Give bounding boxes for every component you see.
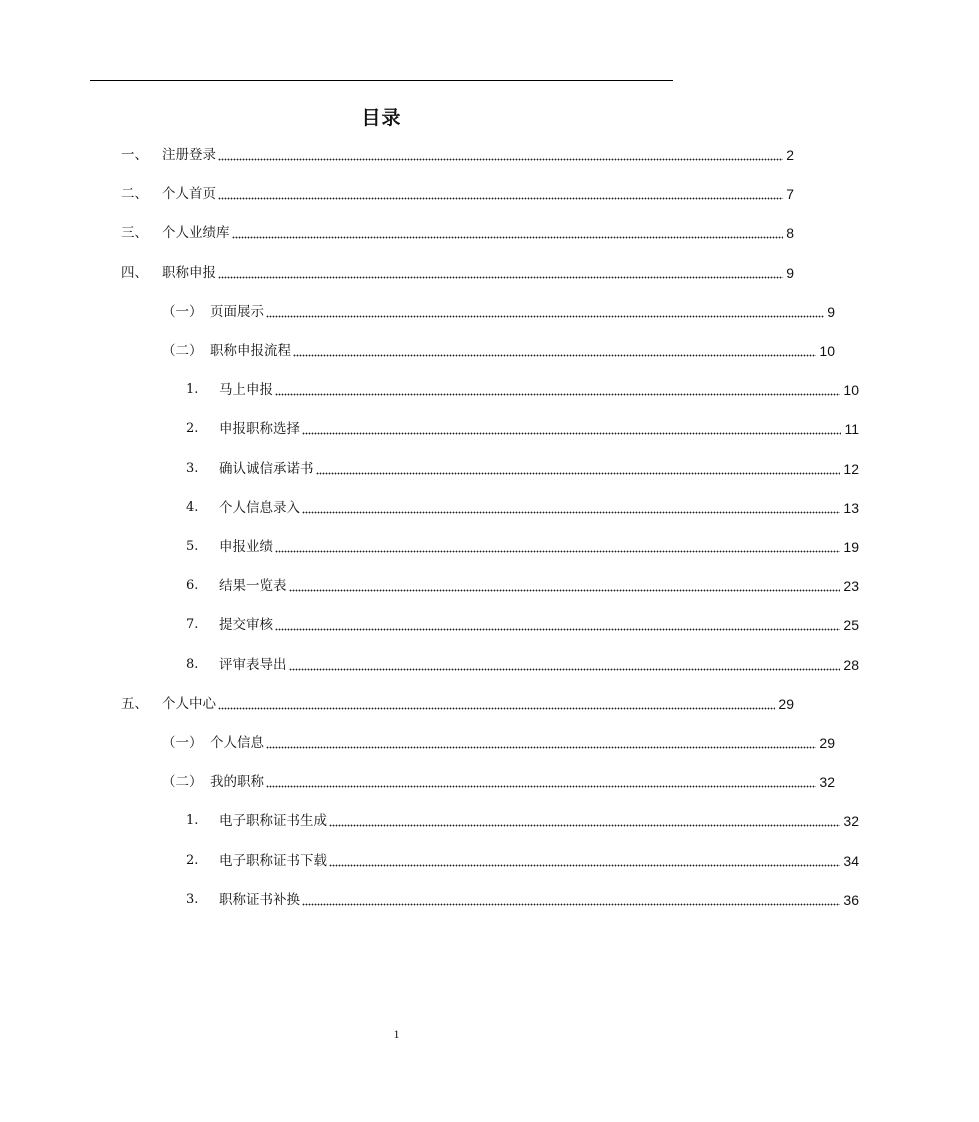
toc-entry-number: （二） — [162, 774, 203, 791]
toc-dot-leader — [329, 821, 840, 827]
toc-entry-label: 马上申报 — [219, 382, 273, 399]
toc-entry-number: 6. — [186, 578, 199, 594]
toc-entry-number: 3. — [186, 891, 199, 907]
toc-entry-number: 8. — [186, 656, 199, 672]
toc-entry[interactable] — [0, 417, 979, 439]
toc-entry-label: 申报职称选择 — [219, 421, 300, 438]
toc-entry-label: 电子职称证书生成 — [219, 813, 327, 830]
toc-entry-label: 注册登录 — [162, 147, 216, 163]
toc-entry-page: 9 — [827, 303, 835, 320]
toc-entry-label: 个人中心 — [162, 695, 216, 712]
toc-dot-leader — [218, 704, 775, 710]
toc-entry-number: 1. — [186, 813, 199, 829]
toc-dot-leader — [275, 390, 840, 396]
toc-dot-leader — [329, 861, 840, 867]
toc-entry-label: 申报业绩 — [219, 539, 273, 555]
toc-entry-number: 2. — [186, 852, 199, 868]
toc-dot-leader — [266, 743, 816, 749]
toc-entry[interactable] — [0, 339, 955, 361]
toc-entry-label: 个人信息 — [210, 735, 264, 751]
toc-entry-page: 10 — [819, 343, 835, 359]
toc-entry[interactable] — [0, 613, 979, 635]
toc-entry-number: 1. — [186, 382, 199, 398]
toc-entry-number: 一、 — [121, 147, 148, 163]
toc-entry-page: 28 — [843, 656, 859, 673]
toc-entry-page: 29 — [778, 695, 794, 712]
toc-dot-leader — [218, 155, 783, 161]
toc-entry-number: （一） — [162, 735, 203, 751]
toc-entry-number: 5. — [186, 539, 199, 554]
toc-entry[interactable] — [0, 221, 914, 243]
toc-entry-page: 25 — [843, 617, 859, 634]
toc-entry-number: 7. — [186, 617, 199, 633]
toc-dot-leader — [302, 508, 840, 514]
toc-entry[interactable] — [0, 888, 979, 910]
toc-entry-label: 职称申报流程 — [210, 343, 291, 359]
toc-title: 目录 — [361, 107, 402, 129]
toc-entry-label: 我的职称 — [210, 774, 264, 791]
toc-entry-page: 12 — [843, 460, 859, 477]
toc-entry[interactable] — [0, 770, 955, 792]
toc-dot-leader — [232, 233, 784, 239]
toc-entry-label: 职称证书补换 — [219, 891, 300, 908]
toc-entry-label: 结果一览表 — [219, 578, 287, 595]
toc-entry-label: 提交审核 — [219, 617, 273, 634]
toc-entry-page: 13 — [843, 499, 859, 516]
toc-entry-page: 11 — [844, 421, 859, 438]
toc-entry-page: 34 — [843, 852, 859, 869]
toc-entry[interactable] — [0, 574, 979, 596]
toc-dot-leader — [293, 351, 816, 357]
toc-entry[interactable] — [0, 182, 914, 204]
toc-entry-page: 2 — [786, 147, 794, 163]
toc-entry-page: 9 — [786, 264, 794, 281]
toc-entry[interactable] — [0, 809, 979, 831]
toc-entry-label: 页面展示 — [210, 303, 264, 320]
toc-entry[interactable] — [0, 300, 955, 322]
toc-entry-page: 19 — [843, 539, 859, 555]
toc-dot-leader — [266, 782, 816, 788]
toc-entry[interactable] — [0, 653, 979, 675]
toc-dot-leader — [275, 625, 840, 631]
toc-entry[interactable] — [0, 261, 914, 283]
toc-entry-page: 8 — [786, 225, 794, 242]
toc-entry-number: （一） — [162, 303, 203, 320]
toc-entry-label: 个人首页 — [162, 186, 216, 203]
toc-dot-leader — [316, 469, 841, 475]
toc-entry-number: 2. — [186, 421, 199, 437]
toc-entry-page: 36 — [843, 891, 859, 908]
toc-entry-label: 个人信息录入 — [219, 499, 300, 516]
toc-entry-page: 10 — [843, 382, 859, 399]
toc-entry-page: 23 — [843, 578, 859, 595]
toc-entry-number: 三、 — [121, 225, 148, 242]
toc-entry-page: 32 — [843, 813, 859, 830]
toc-dot-leader — [289, 665, 841, 671]
toc-dot-leader — [302, 900, 840, 906]
toc-dot-leader — [289, 586, 841, 592]
header-rule — [90, 80, 673, 81]
toc-entry-page: 7 — [786, 186, 794, 203]
toc-entry-number: （二） — [162, 343, 203, 359]
toc-entry-label: 职称申报 — [162, 264, 216, 281]
toc-entry-number: 四、 — [121, 264, 148, 281]
toc-entry[interactable] — [0, 692, 914, 714]
toc-entry-label: 个人业绩库 — [162, 225, 230, 242]
toc-entry-page: 32 — [819, 774, 835, 791]
toc-dot-leader — [218, 194, 783, 200]
toc-entry[interactable] — [0, 143, 914, 165]
toc-entry[interactable] — [0, 378, 979, 400]
toc-entry[interactable] — [0, 849, 979, 871]
toc-entry[interactable] — [0, 457, 979, 479]
toc-entry-label: 电子职称证书下载 — [219, 852, 327, 869]
toc-entry[interactable] — [0, 731, 955, 753]
toc-dot-leader — [266, 312, 824, 318]
toc-dot-leader — [302, 429, 841, 435]
toc-entry[interactable] — [0, 496, 979, 518]
toc-dot-leader — [275, 547, 840, 553]
toc-entry-number: 3. — [186, 460, 199, 476]
page-number: 1 — [393, 1027, 400, 1041]
toc-entry-label: 确认诚信承诺书 — [219, 460, 314, 477]
toc-dot-leader — [218, 273, 783, 279]
toc-entry-page: 29 — [819, 735, 835, 751]
toc-entry-number: 二、 — [121, 186, 148, 203]
toc-entry-number: 4. — [186, 499, 199, 515]
toc-entry[interactable] — [0, 535, 979, 557]
toc-entry-label: 评审表导出 — [219, 656, 287, 673]
toc-entry-number: 五、 — [121, 695, 148, 712]
